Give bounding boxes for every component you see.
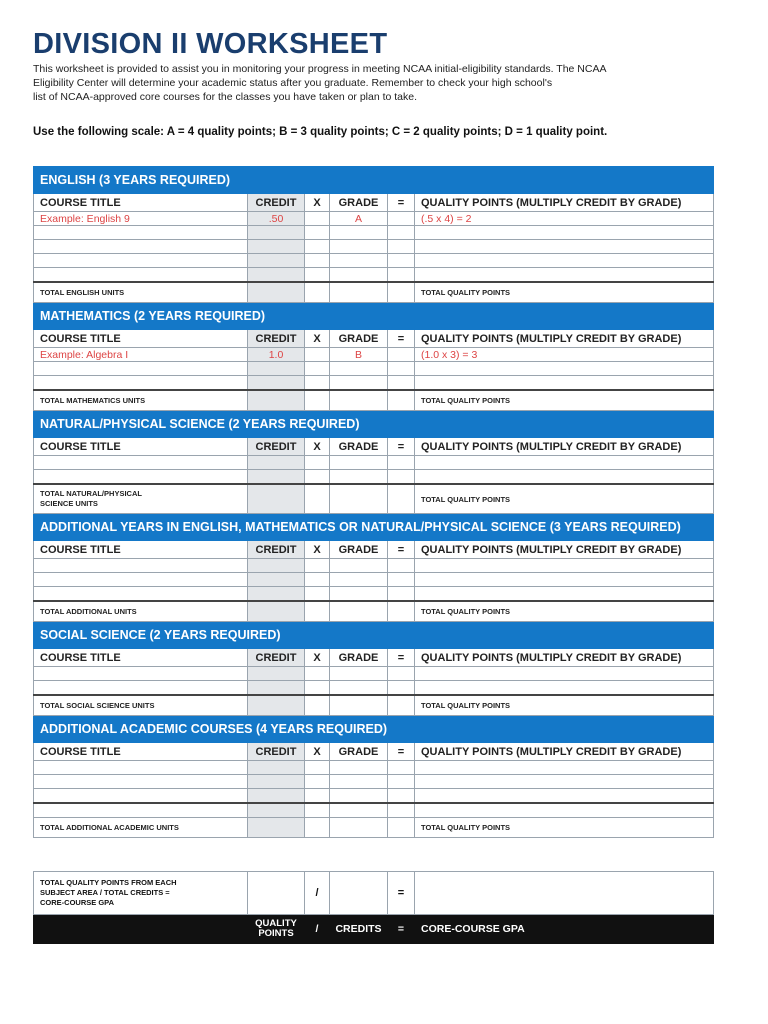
total-additional-label: TOTAL ADDITIONAL UNITS	[34, 601, 248, 622]
section-header-english: ENGLISH (3 YEARS REQUIRED)	[34, 167, 714, 194]
x-cell	[305, 587, 330, 602]
course-row[interactable]	[34, 376, 714, 391]
bar-slash: /	[305, 915, 330, 944]
eq-cell	[388, 587, 415, 602]
quality-points-cell[interactable]	[415, 268, 714, 283]
total-units-cell[interactable]	[248, 484, 305, 514]
quality-points-cell[interactable]	[415, 254, 714, 268]
course-row[interactable]	[34, 761, 714, 775]
section-header-additional-academic: ADDITIONAL ACADEMIC COURSES (4 YEARS REQUIRED)	[34, 716, 714, 743]
col-x: X	[305, 649, 330, 667]
credit-cell[interactable]	[248, 226, 305, 240]
x-cell	[305, 456, 330, 470]
total-science-label	[34, 484, 248, 514]
course-row[interactable]	[34, 667, 714, 681]
total-science-label-line2: SCIENCE UNITS	[40, 499, 98, 508]
quality-points-cell[interactable]	[415, 559, 714, 573]
blank-cell	[305, 282, 330, 303]
eq-cell	[388, 376, 415, 391]
x-cell	[305, 559, 330, 573]
col-eq: =	[388, 194, 415, 212]
eq-cell	[388, 470, 415, 485]
credit-cell[interactable]	[248, 362, 305, 376]
x-cell	[305, 667, 330, 681]
grade-cell[interactable]	[330, 226, 388, 240]
blank-cell	[330, 390, 388, 411]
blank-cell	[305, 390, 330, 411]
blank-cell	[305, 695, 330, 716]
grade-cell[interactable]	[330, 573, 388, 587]
bar-credits: CREDITS	[330, 915, 388, 944]
bar-spacer	[34, 915, 248, 944]
eq-cell	[388, 254, 415, 268]
x-cell	[305, 470, 330, 485]
course-title-cell[interactable]	[34, 362, 248, 376]
col-quality-points: QUALITY POINTS (MULTIPLY CREDIT BY GRADE)	[415, 194, 714, 212]
example-credit: 1.0	[248, 348, 305, 362]
col-quality-points: QUALITY POINTS (MULTIPLY CREDIT BY GRADE)	[415, 438, 714, 456]
x-cell	[305, 268, 330, 283]
col-x: X	[305, 194, 330, 212]
blank-cell	[388, 818, 415, 838]
x-cell	[305, 789, 330, 804]
col-quality-points: QUALITY POINTS (MULTIPLY CREDIT BY GRADE)	[415, 649, 714, 667]
intro-line: Eligibility Center will determine your academic status after you graduate. Remember to check your high school's	[33, 77, 553, 89]
gpa-label	[34, 872, 248, 915]
grading-scale: Use the following scale: A = 4 quality points; B = 3 quality points; C = 2 quality points; D = 1 quality point.	[33, 126, 608, 138]
grade-cell[interactable]	[330, 803, 388, 818]
quality-points-cell[interactable]	[415, 803, 714, 818]
col-credit: CREDIT	[248, 438, 305, 456]
grade-cell[interactable]	[330, 456, 388, 470]
quality-points-cell[interactable]	[415, 667, 714, 681]
col-x: X	[305, 330, 330, 348]
x-cell	[305, 681, 330, 696]
example-course: Example: Algebra I	[34, 348, 248, 362]
col-course-title: COURSE TITLE	[34, 438, 248, 456]
course-title-cell[interactable]	[34, 376, 248, 391]
credit-cell[interactable]	[248, 573, 305, 587]
col-x: X	[305, 541, 330, 559]
blank-cell	[388, 282, 415, 303]
course-row[interactable]	[34, 240, 714, 254]
course-row[interactable]	[34, 559, 714, 573]
course-title-cell[interactable]	[34, 470, 248, 485]
course-title-cell[interactable]	[34, 761, 248, 775]
total-quality-points-label: TOTAL QUALITY POINTS	[415, 695, 714, 716]
eq-cell	[388, 681, 415, 696]
col-course-title: COURSE TITLE	[34, 541, 248, 559]
credit-cell[interactable]	[248, 803, 305, 818]
col-grade: GRADE	[330, 330, 388, 348]
course-title-cell[interactable]	[34, 775, 248, 789]
col-eq: =	[388, 743, 415, 761]
course-row[interactable]	[34, 803, 714, 818]
course-row[interactable]	[34, 362, 714, 376]
gpa-eq: =	[388, 872, 415, 915]
total-row	[34, 484, 714, 514]
credit-cell[interactable]	[248, 559, 305, 573]
quality-points-cell[interactable]	[415, 240, 714, 254]
x-cell	[305, 254, 330, 268]
blank-cell	[305, 484, 330, 514]
grade-cell[interactable]	[330, 587, 388, 602]
course-row[interactable]	[34, 681, 714, 696]
col-grade: GRADE	[330, 438, 388, 456]
total-row	[34, 390, 714, 411]
total-additional-academic-label: TOTAL ADDITIONAL ACADEMIC UNITS	[34, 818, 248, 838]
quality-points-cell[interactable]	[415, 573, 714, 587]
section-header-science: NATURAL/PHYSICAL SCIENCE (2 YEARS REQUIRED)	[34, 411, 714, 438]
blank-cell	[388, 601, 415, 622]
credit-cell[interactable]	[248, 667, 305, 681]
course-row[interactable]	[34, 587, 714, 602]
col-course-title: COURSE TITLE	[34, 649, 248, 667]
credit-cell[interactable]	[248, 681, 305, 696]
eq-cell	[388, 226, 415, 240]
total-units-cell[interactable]	[248, 695, 305, 716]
credit-cell[interactable]	[248, 587, 305, 602]
intro-line: This worksheet is provided to assist you in monitoring your progress in meeting NCAA initial-eligibility standards. The NCAA	[33, 63, 607, 75]
x-cell	[305, 803, 330, 818]
col-course-title: COURSE TITLE	[34, 194, 248, 212]
eq-cell	[388, 573, 415, 587]
eq-cell	[388, 789, 415, 804]
blank-cell	[388, 390, 415, 411]
credit-cell[interactable]	[248, 789, 305, 804]
course-title-cell[interactable]	[34, 226, 248, 240]
x-cell	[305, 240, 330, 254]
course-title-cell[interactable]	[34, 456, 248, 470]
credit-cell[interactable]	[248, 456, 305, 470]
course-row[interactable]	[34, 268, 714, 283]
course-row[interactable]	[34, 789, 714, 804]
credit-cell[interactable]	[248, 240, 305, 254]
course-title-cell[interactable]	[34, 254, 248, 268]
grade-cell[interactable]	[330, 681, 388, 696]
x-cell	[305, 573, 330, 587]
example-row	[34, 348, 714, 362]
grade-cell[interactable]	[330, 362, 388, 376]
grade-cell[interactable]	[330, 240, 388, 254]
col-credit: CREDIT	[248, 330, 305, 348]
x-cell	[305, 226, 330, 240]
course-title-cell[interactable]	[34, 268, 248, 283]
course-title-cell[interactable]	[34, 559, 248, 573]
credit-cell[interactable]	[248, 761, 305, 775]
total-units-cell[interactable]	[248, 818, 305, 838]
col-x: X	[305, 438, 330, 456]
col-eq: =	[388, 330, 415, 348]
example-row	[34, 212, 714, 226]
course-title-cell[interactable]	[34, 681, 248, 696]
credit-cell[interactable]	[248, 775, 305, 789]
col-quality-points: QUALITY POINTS (MULTIPLY CREDIT BY GRADE)	[415, 330, 714, 348]
x-cell	[305, 376, 330, 391]
grade-cell[interactable]	[330, 376, 388, 391]
bar-quality-line1: QUALITY	[255, 918, 297, 929]
total-social-science-label: TOTAL SOCIAL SCIENCE UNITS	[34, 695, 248, 716]
section-header-additional-years: ADDITIONAL YEARS IN ENGLISH, MATHEMATICS OR NATURAL/PHYSICAL SCIENCE (3 YEARS REQUIRED)	[34, 514, 714, 541]
col-grade: GRADE	[330, 194, 388, 212]
col-grade: GRADE	[330, 649, 388, 667]
gpa-label-line2: SUBJECT AREA / TOTAL CREDITS =	[40, 888, 170, 897]
example-points: (.5 x 4) = 2	[415, 212, 714, 226]
section-header-social-science: SOCIAL SCIENCE (2 YEARS REQUIRED)	[34, 622, 714, 649]
grade-cell[interactable]	[330, 775, 388, 789]
blank-cell	[388, 484, 415, 514]
total-quality-points-label: TOTAL QUALITY POINTS	[415, 818, 714, 838]
total-units-cell[interactable]	[248, 390, 305, 411]
quality-points-cell[interactable]	[415, 226, 714, 240]
total-quality-points-label: TOTAL QUALITY POINTS	[415, 282, 714, 303]
grade-cell[interactable]	[330, 761, 388, 775]
blank-cell	[330, 282, 388, 303]
eq-cell	[388, 456, 415, 470]
course-row[interactable]	[34, 470, 714, 485]
eq-cell	[388, 761, 415, 775]
col-eq: =	[388, 438, 415, 456]
col-credit: CREDIT	[248, 743, 305, 761]
bar-quality-line2: POINTS	[258, 928, 294, 939]
example-points: (1.0 x 3) = 3	[415, 348, 714, 362]
grade-cell[interactable]	[330, 559, 388, 573]
col-quality-points: QUALITY POINTS (MULTIPLY CREDIT BY GRADE)	[415, 743, 714, 761]
bar-core-course-gpa: CORE-COURSE GPA	[415, 915, 714, 944]
total-science-label-line1: TOTAL NATURAL/PHYSICAL	[40, 489, 142, 498]
example-grade: A	[330, 212, 388, 226]
course-title-cell[interactable]	[34, 667, 248, 681]
eq-cell	[388, 775, 415, 789]
credit-cell[interactable]	[248, 470, 305, 485]
course-row[interactable]	[34, 456, 714, 470]
total-row	[34, 282, 714, 303]
course-row[interactable]	[34, 573, 714, 587]
eq-cell	[388, 667, 415, 681]
quality-points-cell[interactable]	[415, 681, 714, 696]
grade-cell[interactable]	[330, 789, 388, 804]
course-row[interactable]	[34, 226, 714, 240]
blank-cell	[330, 695, 388, 716]
x-cell	[305, 348, 330, 362]
total-mathematics-label: TOTAL MATHEMATICS UNITS	[34, 390, 248, 411]
example-course: Example: English 9	[34, 212, 248, 226]
total-units-cell[interactable]	[248, 601, 305, 622]
col-x: X	[305, 743, 330, 761]
course-title-cell[interactable]	[34, 240, 248, 254]
credit-cell[interactable]	[248, 254, 305, 268]
course-title-cell[interactable]	[34, 789, 248, 804]
total-quality-points-label: TOTAL QUALITY POINTS	[415, 390, 714, 411]
eq-cell	[388, 559, 415, 573]
quality-points-cell[interactable]	[415, 456, 714, 470]
x-cell	[305, 362, 330, 376]
quality-points-cell[interactable]	[415, 362, 714, 376]
bar-quality-points	[248, 915, 305, 944]
core-course-gpa-input[interactable]	[415, 872, 714, 915]
eq-cell	[388, 212, 415, 226]
gpa-slash: /	[305, 872, 330, 915]
total-row	[34, 818, 714, 838]
col-course-title: COURSE TITLE	[34, 330, 248, 348]
quality-points-cell[interactable]	[415, 376, 714, 391]
course-title-cell[interactable]	[34, 573, 248, 587]
credits-total-input[interactable]	[330, 872, 388, 915]
blank-cell	[330, 818, 388, 838]
course-row[interactable]	[34, 775, 714, 789]
section-header-mathematics: MATHEMATICS (2 YEARS REQUIRED)	[34, 303, 714, 330]
col-credit: CREDIT	[248, 194, 305, 212]
quality-points-total-input[interactable]	[248, 872, 305, 915]
worksheet-table	[33, 166, 714, 838]
quality-points-cell[interactable]	[415, 789, 714, 804]
blank-cell	[305, 818, 330, 838]
quality-points-cell[interactable]	[415, 775, 714, 789]
x-cell	[305, 212, 330, 226]
col-eq: =	[388, 541, 415, 559]
example-credit: .50	[248, 212, 305, 226]
gpa-label-line1: TOTAL QUALITY POINTS FROM EACH	[40, 878, 177, 887]
credit-cell[interactable]	[248, 376, 305, 391]
eq-cell	[388, 240, 415, 254]
grade-cell[interactable]	[330, 470, 388, 485]
col-credit: CREDIT	[248, 541, 305, 559]
blank-cell	[330, 484, 388, 514]
grade-cell[interactable]	[330, 254, 388, 268]
total-english-label: TOTAL ENGLISH UNITS	[34, 282, 248, 303]
eq-cell	[388, 268, 415, 283]
total-row	[34, 695, 714, 716]
quality-points-cell[interactable]	[415, 761, 714, 775]
intro-text	[33, 62, 713, 104]
quality-points-cell[interactable]	[415, 587, 714, 602]
blank-cell	[388, 695, 415, 716]
col-credit: CREDIT	[248, 649, 305, 667]
col-grade: GRADE	[330, 743, 388, 761]
intro-line: list of NCAA-approved core courses for the classes you have taken or plan to take.	[33, 91, 418, 103]
x-cell	[305, 761, 330, 775]
page-title: DIVISION II WORKSHEET	[33, 28, 388, 60]
gpa-label-line3: CORE-COURSE GPA	[40, 898, 115, 907]
blank-cell	[305, 601, 330, 622]
credit-cell[interactable]	[248, 268, 305, 283]
total-quality-points-label: TOTAL QUALITY POINTS	[415, 601, 714, 622]
eq-cell	[388, 348, 415, 362]
col-quality-points: QUALITY POINTS (MULTIPLY CREDIT BY GRADE)	[415, 541, 714, 559]
total-row	[34, 601, 714, 622]
total-units-cell[interactable]	[248, 282, 305, 303]
eq-cell	[388, 803, 415, 818]
course-row[interactable]	[34, 254, 714, 268]
col-course-title: COURSE TITLE	[34, 743, 248, 761]
bar-eq: =	[388, 915, 415, 944]
x-cell	[305, 775, 330, 789]
eq-cell	[388, 362, 415, 376]
col-grade: GRADE	[330, 541, 388, 559]
quality-points-cell[interactable]	[415, 470, 714, 485]
blank-cell	[330, 601, 388, 622]
example-grade: B	[330, 348, 388, 362]
grade-cell[interactable]	[330, 667, 388, 681]
course-title-cell[interactable]	[34, 587, 248, 602]
gpa-table	[33, 871, 714, 944]
col-eq: =	[388, 649, 415, 667]
course-title-cell[interactable]	[34, 803, 248, 818]
grade-cell[interactable]	[330, 268, 388, 283]
total-quality-points-label: TOTAL QUALITY POINTS	[415, 484, 714, 514]
